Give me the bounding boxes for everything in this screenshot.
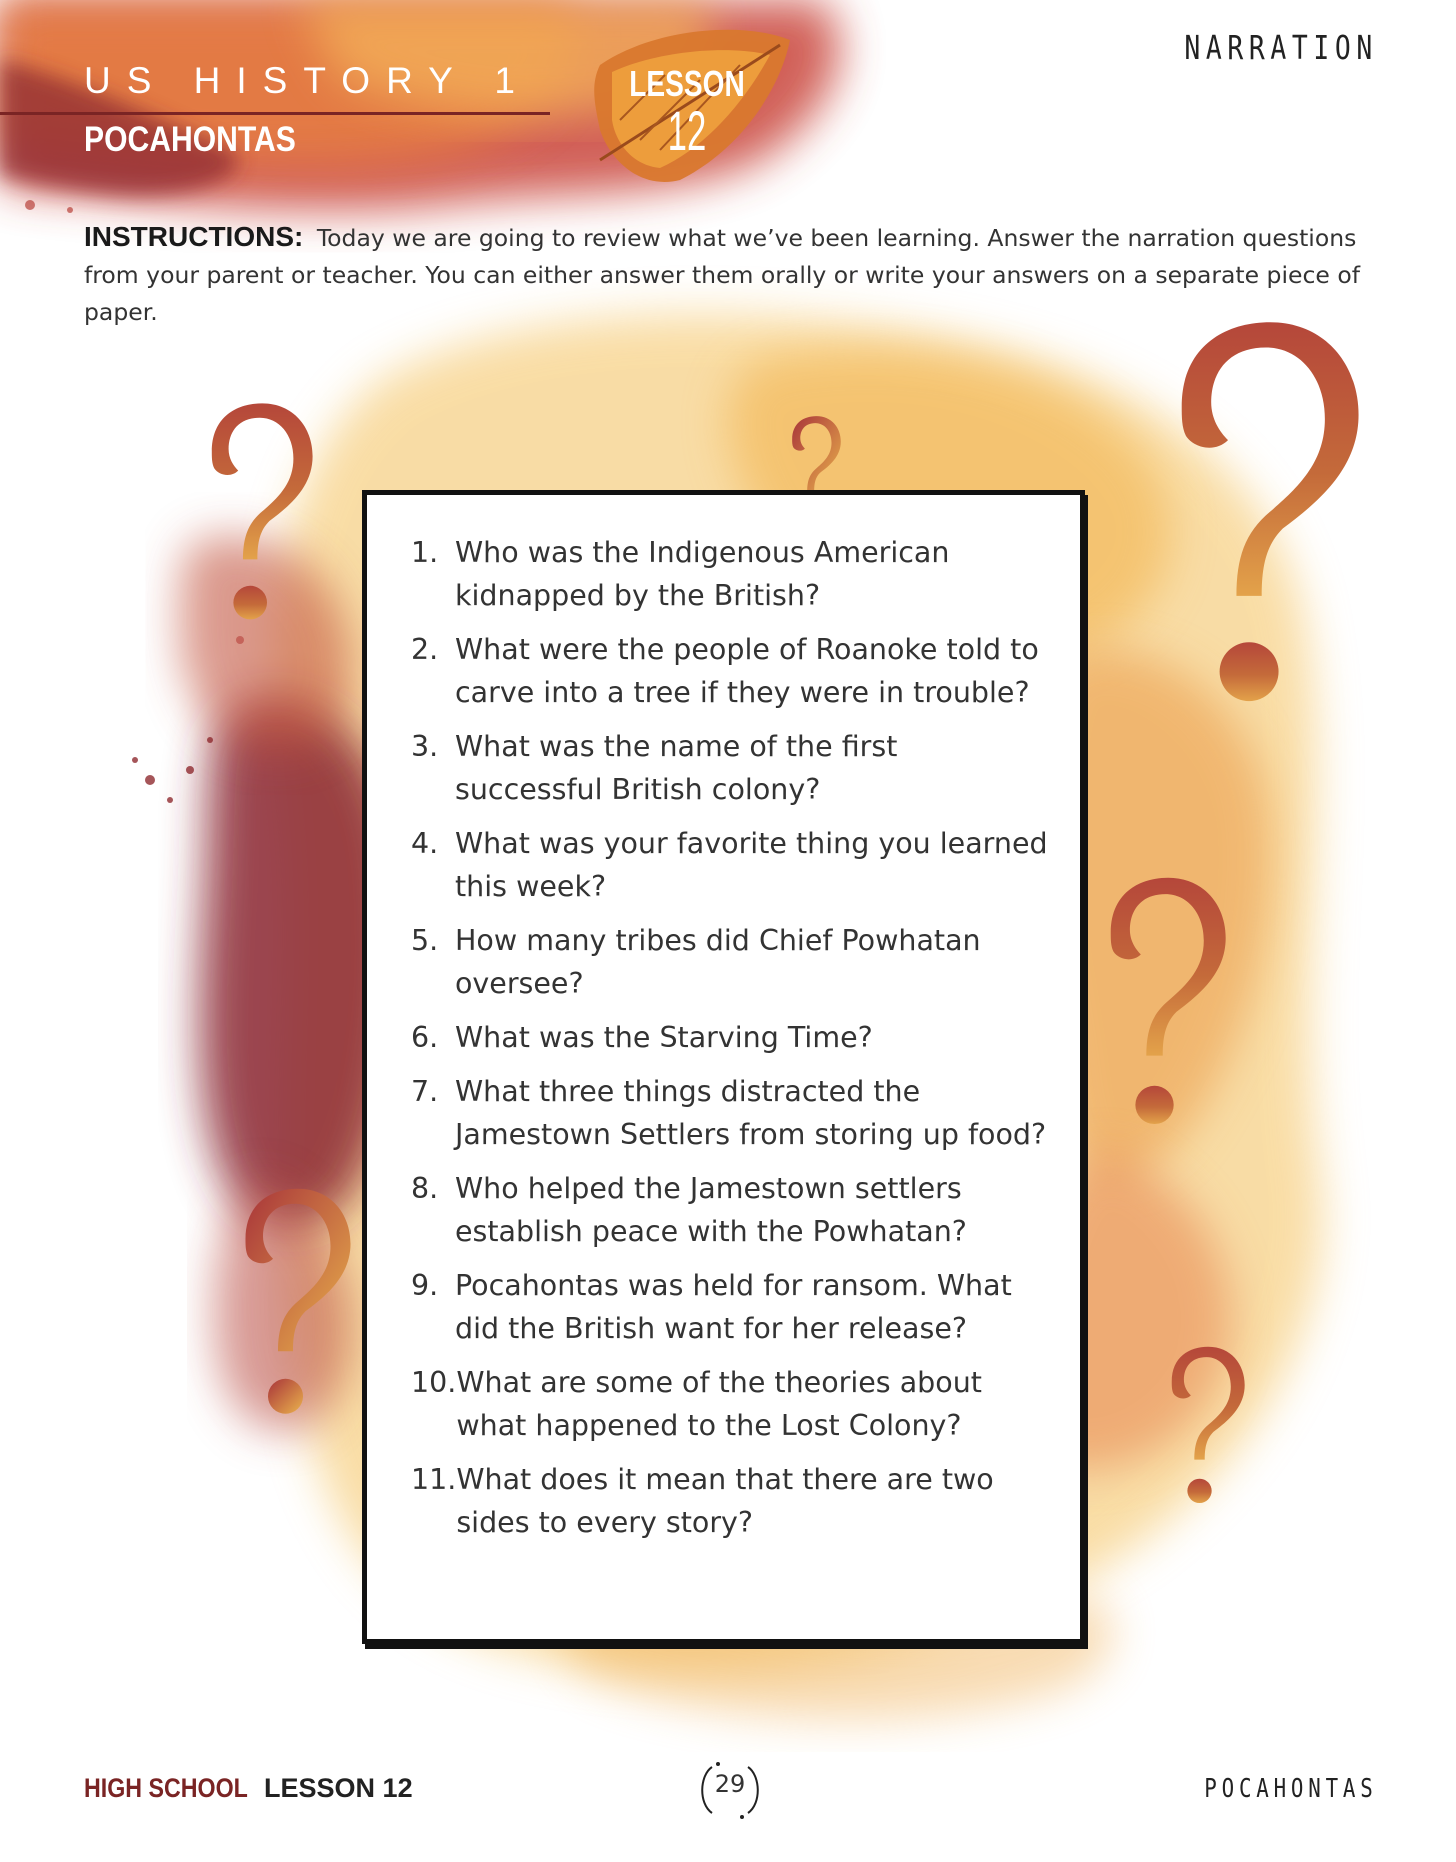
question-item xyxy=(411,1167,1051,1253)
question-number: 2. xyxy=(411,633,439,666)
question-text: What are some of the theories about what happened to the Lost Colony? xyxy=(456,1366,982,1442)
lesson-number: 12 xyxy=(667,99,707,162)
question-number: 9. xyxy=(411,1269,439,1302)
header-divider xyxy=(0,112,550,115)
section-label: NARRATION xyxy=(1184,28,1378,67)
question-item xyxy=(411,1070,1051,1156)
question-item xyxy=(411,822,1051,908)
question-text: Pocahontas was held for ransom. What did the British want for her release? xyxy=(455,1269,1012,1345)
lesson-title: POCAHONTAS xyxy=(84,120,296,159)
question-item xyxy=(411,1264,1051,1350)
instructions-text: Today we are going to review what we’ve been learning. Answer the narration questions from your parent or teacher. You can either answer them orally or write your answers on a separate piece of paper. xyxy=(84,224,1360,326)
question-item xyxy=(411,919,1051,1005)
instructions xyxy=(84,218,1374,331)
question-text: What was the Starving Time? xyxy=(455,1021,873,1054)
question-item xyxy=(411,1016,1051,1059)
question-item xyxy=(411,1361,1051,1447)
footer-lesson-info xyxy=(84,1773,413,1804)
question-number: 1. xyxy=(411,536,439,569)
question-item xyxy=(411,628,1051,714)
page-number: 29 xyxy=(714,1770,746,1798)
question-number: 6. xyxy=(411,1021,439,1054)
footer-level: HIGH SCHOOL xyxy=(84,1773,248,1803)
question-number: 5. xyxy=(411,924,439,957)
instructions-label: INSTRUCTIONS: xyxy=(84,221,304,252)
question-text: What was your favorite thing you learned this week? xyxy=(455,827,1048,903)
footer-topic: POCAHONTAS xyxy=(1204,1774,1378,1804)
question-item xyxy=(411,531,1051,617)
footer-lesson: LESSON 12 xyxy=(264,1773,413,1803)
question-text: Who was the Indigenous American kidnapped by the British? xyxy=(455,536,950,612)
question-item xyxy=(411,1458,1051,1544)
question-number: 7. xyxy=(411,1075,439,1108)
series-title: US HISTORY 1 xyxy=(84,60,531,101)
question-number: 3. xyxy=(411,730,439,763)
question-text: What was the name of the first successful British colony? xyxy=(455,730,898,806)
question-item xyxy=(411,725,1051,811)
question-text: What does it mean that there are two sides to every story? xyxy=(456,1463,994,1539)
question-number: 8. xyxy=(411,1172,439,1205)
question-text: Who helped the Jamestown settlers establish peace with the Powhatan? xyxy=(455,1172,967,1248)
question-number: 10. xyxy=(411,1366,457,1399)
question-text: What were the people of Roanoke told to carve into a tree if they were in trouble? xyxy=(455,633,1039,709)
question-text: How many tribes did Chief Powhatan oversee? xyxy=(455,924,981,1000)
questions-box xyxy=(362,490,1085,1644)
question-text: What three things distracted the Jamestown Settlers from storing up food? xyxy=(455,1075,1047,1151)
question-number: 11. xyxy=(411,1463,457,1496)
questions-list xyxy=(411,531,1051,1555)
question-number: 4. xyxy=(411,827,439,860)
lesson-label: LESSON xyxy=(629,63,745,104)
